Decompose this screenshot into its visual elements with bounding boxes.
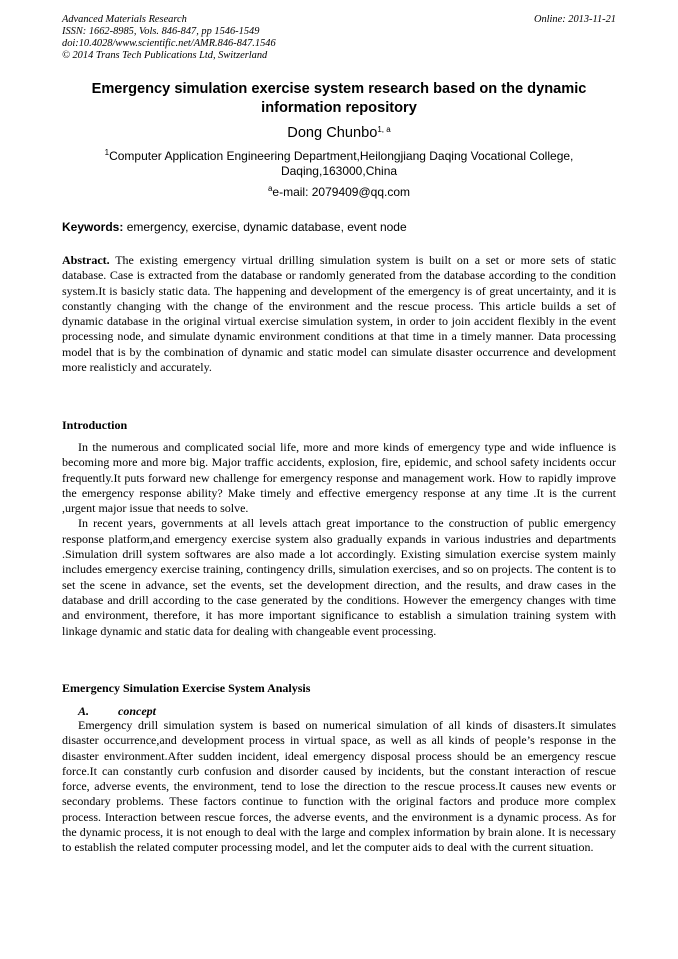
introduction-paragraph-1: In the numerous and complicated social life, more and more kinds of emergency type and wide influence is becoming more and more big. Major traffic accidents, explosion, fire, epidemic, and school safety incidents occur frequently.It puts forward new challenge for emergency response and management work. How to rapidly improve the emergency response ability? Make timely and effective emergency response at any time .It is the current ,urgent major issue that needs to solve. — [62, 440, 616, 516]
keywords-label: Keywords: — [62, 220, 124, 234]
introduction-heading: Introduction — [62, 418, 128, 432]
abstract-text: The existing emergency virtual drilling simulation system is built on a set or more sets of static database. Case is extracted from the database or randomly generated from the database according to the condition system.It is basicly static data. The happening and development of the emergency is of great uncertainty, and it is constantly changing with the change of the environment and the rescue process. This article builds a set of dynamic database in the original virtual exercise simulation system, in order to join accident flexibly in the event processing node, and simulate dynamic environment conditions at that time in a timely manner. Data processing model that is by the combination of dynamic and static model can simulate disaster occurrence and development more realisticly and accurately. — [62, 253, 616, 375]
issn-line: ISSN: 1662-8985, Vols. 846-847, pp 1546-1549 — [62, 26, 260, 37]
email-line — [50, 185, 628, 200]
subsection-title: concept — [118, 704, 156, 718]
keywords-text: emergency, exercise, dynamic database, event node — [126, 220, 407, 234]
concept-body — [62, 718, 616, 856]
doi-line: doi:10.4028/www.scientific.net/AMR.846-847.1546 — [62, 38, 276, 49]
subsection-number: A. — [78, 704, 90, 718]
online-date: Online: 2013-11-21 — [533, 14, 616, 25]
copyright-line: © 2014 Trans Tech Publications Ltd, Switzerland — [62, 50, 268, 61]
abstract — [62, 253, 616, 375]
email-text: e-mail: 2079409@qq.com — [272, 185, 411, 199]
affiliation — [70, 149, 608, 179]
paper-title: Emergency simulation exercise system research based on the dynamic information repository — [91, 81, 587, 116]
author-name: Dong Chunbo — [287, 125, 378, 141]
affiliation-sup: 1 — [104, 148, 110, 157]
abstract-label: Abstract. — [62, 253, 110, 267]
introduction-paragraph-2: In recent years, governments at all levels attach great importance to the construction of public emergency response platform,and emergency exercise system also gradually expands in various industries and departments .Simulation drill system softwares are also made a lot accordingly. Existing simulation exercise system mainly includes emergency exercise training, contingency drills, simulation exercises, and so on projects. The content is to set the scene in advance, set the events, set the development direction, and the results, and draw cases in the database and drill according to the case generated by the conditions. However the emergency changes with time and environment, therefore, it has more important significance to establish a simulation training system with linkage dynamic and static data for dealing with changeable event processing. — [62, 516, 616, 638]
author-line — [50, 124, 628, 142]
email-sup: a — [267, 184, 273, 193]
affiliation-text: Computer Application Engineering Department,Heilongjiang Daqing Vocational College, Daqing,163000,China — [109, 149, 574, 178]
keywords — [62, 220, 616, 235]
analysis-heading: Emergency Simulation Exercise System Analysis — [62, 681, 311, 695]
concept-paragraph: Emergency drill simulation system is based on numerical simulation of all kinds of disasters.It simulates disaster occurrence,and development process in virtual space, as well as all kinds of people’s response in the disaster environment.After sudden incident, ideal emergency disposal process should be an emergency rescue force.It can constantly curb confusion and disorder caused by incidents, but the constant interaction of rescue force, adverse events, the environment, tend to lose the direction to the rescue process.It causes new events or secondary problems. These factors continue to function with the original factors and produce more complex process. Interaction between rescue forces, the adverse events, and the environment is a dynamic process. As for the dynamic process, it is not enough to deal with the large and complex information by brain alone. It is necessary to establish the related computer processing model, and let the computer aids to deal with the current situation. — [62, 718, 616, 855]
journal-header — [62, 14, 616, 62]
introduction-body — [62, 440, 616, 639]
journal-name: Advanced Materials Research — [62, 14, 187, 25]
author-sup: 1, a — [377, 125, 391, 134]
subsection-heading — [78, 704, 156, 718]
